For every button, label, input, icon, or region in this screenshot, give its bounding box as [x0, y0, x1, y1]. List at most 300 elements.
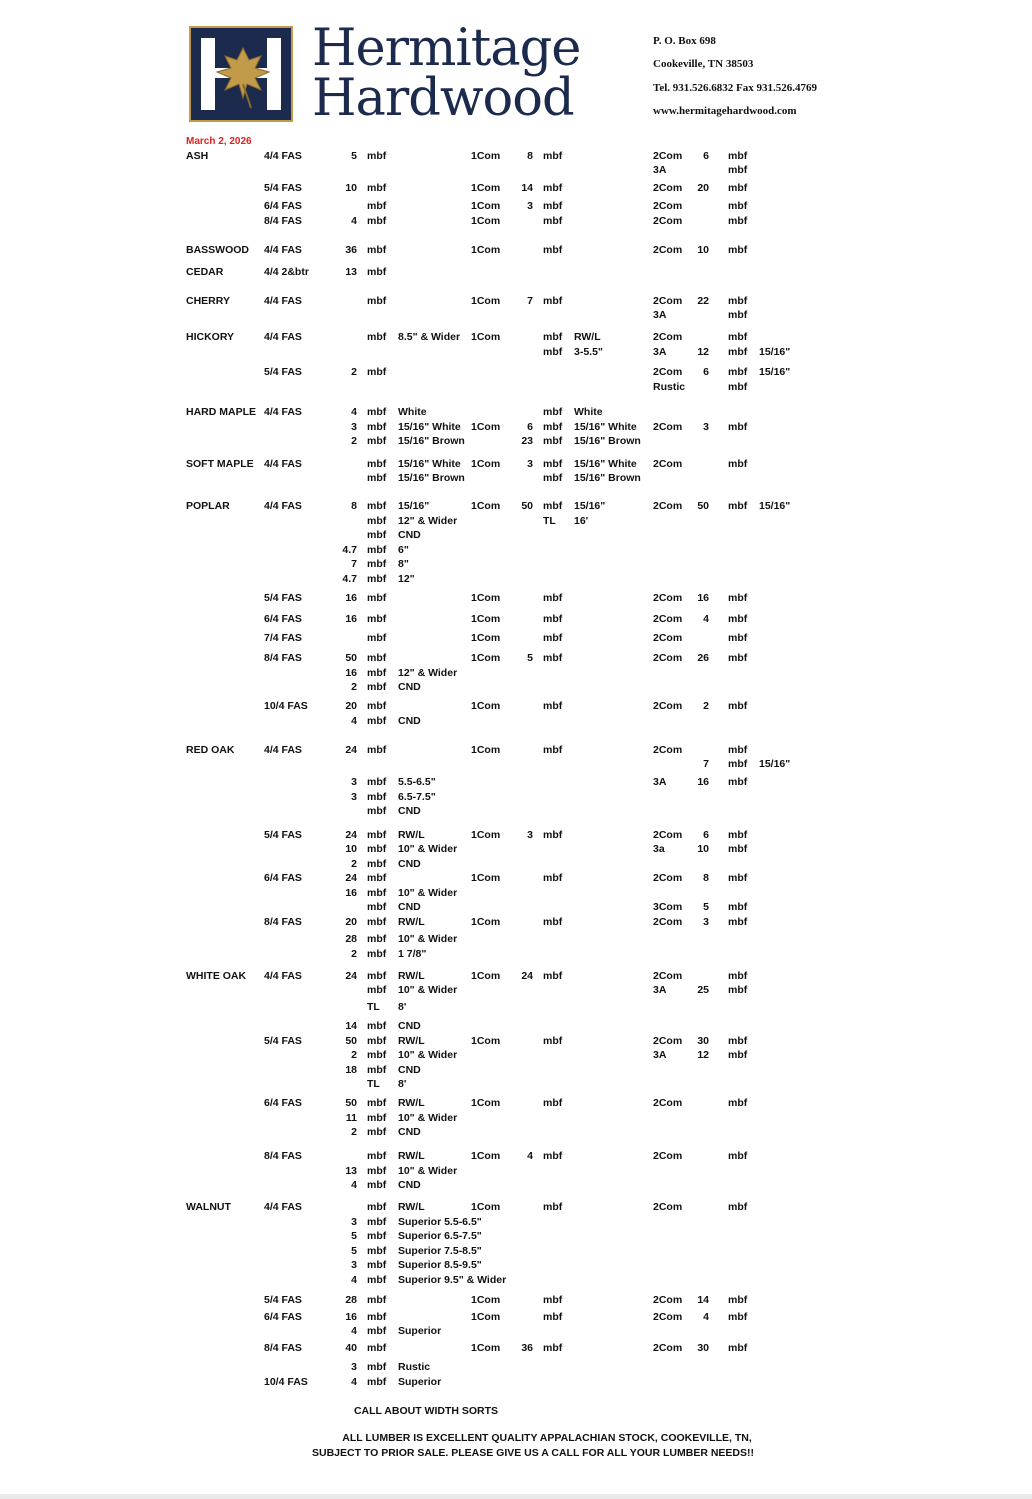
- fas-note: RW/L: [398, 1097, 425, 1109]
- grade-2com: 2Com: [653, 829, 683, 841]
- grade-1com: 1Com: [471, 1150, 501, 1162]
- fas-note: 15/16" White: [398, 421, 461, 433]
- grade-1com: 1Com: [471, 215, 501, 227]
- grade-2com: 2Com: [653, 500, 683, 512]
- fas-unit: mbf: [367, 215, 387, 227]
- grade-1com: 1Com: [471, 421, 501, 433]
- fas-unit: mbf: [367, 829, 387, 841]
- fas-quantity: 4: [351, 406, 357, 418]
- thickness-grade: 4/4 FAS: [264, 150, 302, 162]
- fas-note: Superior 5.5-6.5": [398, 1216, 482, 1228]
- fas-unit: mbf: [367, 1294, 387, 1306]
- fas-note: CND: [398, 715, 421, 727]
- fas-unit: mbf: [367, 1064, 387, 1076]
- 1com-unit: mbf: [543, 406, 563, 418]
- thickness-grade: 7/4 FAS: [264, 632, 302, 644]
- fas-note: 10" & Wider: [398, 843, 458, 855]
- fas-unit: mbf: [367, 435, 387, 447]
- thickness-grade: 8/4 FAS: [264, 1150, 302, 1162]
- 1com-unit: mbf: [543, 613, 563, 625]
- grade-2com: 2Com: [653, 1294, 683, 1306]
- fas-quantity: 2: [351, 1126, 357, 1138]
- thickness-grade: 6/4 FAS: [264, 200, 302, 212]
- fas-note: 6.5-7.5": [398, 791, 436, 803]
- grade-1com: 1Com: [471, 1342, 501, 1354]
- grade-2com: 2Com: [653, 1311, 683, 1323]
- thickness-grade: 6/4 FAS: [264, 1097, 302, 1109]
- fas-unit: mbf: [367, 933, 387, 945]
- fas-unit: mbf: [367, 1020, 387, 1032]
- thickness-grade: 6/4 FAS: [264, 613, 302, 625]
- fas-quantity: 3: [351, 776, 357, 788]
- fas-unit: mbf: [367, 1035, 387, 1047]
- grade-2com: 2Com: [653, 632, 683, 644]
- fas-unit: mbf: [367, 632, 387, 644]
- 1com-unit: mbf: [543, 872, 563, 884]
- 1com-unit: mbf: [543, 1035, 563, 1047]
- fas-unit: mbf: [367, 544, 387, 556]
- 2com-quantity: 25: [697, 984, 709, 996]
- fas-quantity: 4.7: [342, 544, 357, 556]
- 2com-unit: mbf: [728, 500, 748, 512]
- 1com-quantity: 8: [527, 150, 533, 162]
- species-name: WHITE OAK: [186, 970, 247, 982]
- fas-unit: mbf: [367, 776, 387, 788]
- thickness-grade: 5/4 FAS: [264, 366, 302, 378]
- 2com-quantity: 10: [697, 244, 709, 256]
- fas-note: CND: [398, 858, 421, 870]
- fas-unit: mbf: [367, 458, 387, 470]
- fas-unit: mbf: [367, 515, 387, 527]
- fas-quantity: 24: [345, 829, 357, 841]
- fas-note: 10" & Wider: [398, 984, 458, 996]
- fas-quantity: 3: [351, 1361, 357, 1373]
- 2com-unit: mbf: [728, 1311, 748, 1323]
- fas-quantity: 2: [351, 858, 357, 870]
- fas-quantity: 3: [351, 421, 357, 433]
- 1com-unit: mbf: [543, 700, 563, 712]
- fas-note: Superior 8.5-9.5": [398, 1259, 482, 1271]
- thickness-grade: 5/4 FAS: [264, 592, 302, 604]
- fas-unit: mbf: [367, 1361, 387, 1373]
- fas-unit: mbf: [367, 667, 387, 679]
- 2com-unit: mbf: [728, 872, 748, 884]
- grade-2com: 2Com: [653, 150, 683, 162]
- 1com-quantity: 23: [521, 435, 533, 447]
- thickness-grade: 10/4 FAS: [264, 700, 308, 712]
- fas-note: White: [398, 406, 427, 418]
- address-line-phone: Tel. 931.526.6832 Fax 931.526.4769: [653, 82, 817, 94]
- species-name: ASH: [186, 150, 209, 162]
- grade-1com: 1Com: [471, 458, 501, 470]
- fas-note: CND: [398, 1126, 421, 1138]
- thickness-grade: 4/4 FAS: [264, 331, 302, 343]
- 1com-unit: mbf: [543, 331, 563, 343]
- 1com-unit: mbf: [543, 472, 563, 484]
- fas-quantity: 11: [345, 1112, 357, 1124]
- 1com-note: 15/16" Brown: [574, 435, 641, 447]
- 2com-quantity: 4: [703, 613, 709, 625]
- fas-unit: mbf: [367, 592, 387, 604]
- thickness-grade: 5/4 FAS: [264, 1294, 302, 1306]
- 2com-quantity: 50: [697, 500, 709, 512]
- grade-1com: 1Com: [471, 744, 501, 756]
- thickness-grade: 8/4 FAS: [264, 652, 302, 664]
- fas-quantity: 16: [345, 592, 357, 604]
- fas-quantity: 14: [345, 1020, 357, 1032]
- grade-2com: 2Com: [653, 1342, 683, 1354]
- fas-unit: mbf: [367, 331, 387, 343]
- 2com-unit: mbf: [728, 295, 748, 307]
- fas-quantity: 2: [351, 681, 357, 693]
- 1com-note: 3-5.5": [574, 346, 603, 358]
- fas-unit: mbf: [367, 1259, 387, 1271]
- 2com-unit: mbf: [728, 613, 748, 625]
- 2com-unit: mbf: [728, 700, 748, 712]
- 1com-unit: mbf: [543, 632, 563, 644]
- 2com-note: 15/16": [759, 346, 791, 358]
- grade-1com: 1Com: [471, 244, 501, 256]
- fas-unit: mbf: [367, 1325, 387, 1337]
- grade-1com: 1Com: [471, 1311, 501, 1323]
- 1com-note: White: [574, 406, 603, 418]
- 2com-unit: mbf: [728, 381, 748, 393]
- fas-unit: mbf: [367, 200, 387, 212]
- 1com-note: 15/16" White: [574, 421, 637, 433]
- fas-unit: mbf: [367, 1097, 387, 1109]
- fas-unit: mbf: [367, 182, 387, 194]
- fas-note: 10" & Wider: [398, 1165, 458, 1177]
- 1com-unit: mbf: [543, 182, 563, 194]
- fas-quantity: 28: [345, 1294, 357, 1306]
- fas-note: CND: [398, 1179, 421, 1191]
- 2com-unit: mbf: [728, 744, 748, 756]
- fas-unit: mbf: [367, 948, 387, 960]
- fas-quantity: 4: [351, 1376, 357, 1388]
- grade-2com: 2Com: [653, 200, 683, 212]
- 1com-quantity: 5: [527, 652, 533, 664]
- fas-unit: mbf: [367, 1342, 387, 1354]
- fas-note: CND: [398, 1020, 421, 1032]
- 1com-unit: mbf: [543, 1150, 563, 1162]
- fas-unit: mbf: [367, 1179, 387, 1191]
- fas-unit: mbf: [367, 366, 387, 378]
- fas-quantity: 36: [345, 244, 357, 256]
- fas-unit: mbf: [367, 1165, 387, 1177]
- address-line-web: www.hermitagehardwood.com: [653, 105, 797, 117]
- fas-quantity: 4: [351, 1325, 357, 1337]
- fas-note: 8": [398, 558, 409, 570]
- fas-note: 10" & Wider: [398, 887, 458, 899]
- fas-note: 10" & Wider: [398, 1112, 458, 1124]
- thickness-grade: 4/4 FAS: [264, 970, 302, 982]
- fas-quantity: 13: [345, 266, 357, 278]
- thickness-grade: 6/4 FAS: [264, 872, 302, 884]
- grade-2com: 2Com: [653, 916, 683, 928]
- fas-note: 15/16" Brown: [398, 472, 465, 484]
- fas-quantity: 50: [345, 652, 357, 664]
- grade-2com: 2Com: [653, 613, 683, 625]
- grade-2com: 2Com: [653, 970, 683, 982]
- 1com-quantity: 3: [527, 829, 533, 841]
- fas-note: Superior 9.5" & Wider: [398, 1274, 507, 1286]
- 2com-unit: mbf: [728, 829, 748, 841]
- 2com-unit: mbf: [728, 632, 748, 644]
- grade-1com: 1Com: [471, 632, 501, 644]
- 2com-note: 15/16": [759, 758, 791, 770]
- 2com-quantity: 30: [697, 1342, 709, 1354]
- 2com-unit: mbf: [728, 309, 748, 321]
- 2com-unit: mbf: [728, 1150, 748, 1162]
- 2com-quantity: 16: [697, 592, 709, 604]
- grade-1com: 1Com: [471, 970, 501, 982]
- thickness-grade: 4/4 FAS: [264, 406, 302, 418]
- fas-quantity: 5: [351, 1245, 357, 1257]
- grade-1com: 1Com: [471, 700, 501, 712]
- fas-unit: mbf: [367, 843, 387, 855]
- 2com-unit: mbf: [728, 458, 748, 470]
- fas-quantity: 2: [351, 1049, 357, 1061]
- grade-1com: 1Com: [471, 1035, 501, 1047]
- fas-unit: mbf: [367, 1245, 387, 1257]
- fas-quantity: 2: [351, 435, 357, 447]
- thickness-grade: 4/4 2&btr: [264, 266, 309, 278]
- fas-note: 12" & Wider: [398, 515, 458, 527]
- footer-line-1: ALL LUMBER IS EXCELLENT QUALITY APPALACHIAN STOCK, COOKEVILLE, TN,: [342, 1432, 752, 1444]
- fas-unit: mbf: [367, 1216, 387, 1228]
- fas-unit: mbf: [367, 1112, 387, 1124]
- thickness-grade: 8/4 FAS: [264, 916, 302, 928]
- fas-quantity: 4.7: [342, 573, 357, 585]
- fas-note: 12" & Wider: [398, 667, 458, 679]
- 1com-unit: mbf: [543, 1294, 563, 1306]
- grade-2com: 2Com: [653, 1035, 683, 1047]
- 2com-unit: mbf: [728, 1201, 748, 1213]
- fas-note: RW/L: [398, 1150, 425, 1162]
- 2com-unit: mbf: [728, 592, 748, 604]
- grade-2com: 2Com: [653, 1097, 683, 1109]
- 2com-quantity: 8: [703, 872, 709, 884]
- species-name: RED OAK: [186, 744, 235, 756]
- grade-2com: 2Com: [653, 182, 683, 194]
- grade-2com: 3A: [653, 1049, 667, 1061]
- fas-quantity: 16: [345, 1311, 357, 1323]
- 1com-note: 15/16" Brown: [574, 472, 641, 484]
- fas-unit: mbf: [367, 652, 387, 664]
- 1com-quantity: 4: [527, 1150, 533, 1162]
- 1com-note: 15/16" White: [574, 458, 637, 470]
- thickness-grade: 5/4 FAS: [264, 182, 302, 194]
- fas-note: 1 7/8": [398, 948, 427, 960]
- fas-note: 15/16" White: [398, 458, 461, 470]
- fas-quantity: 5: [351, 1230, 357, 1242]
- 1com-unit: mbf: [543, 829, 563, 841]
- fas-unit: mbf: [367, 1311, 387, 1323]
- fas-unit: mbf: [367, 1126, 387, 1138]
- 1com-unit: mbf: [543, 652, 563, 664]
- 2com-quantity: 16: [697, 776, 709, 788]
- grade-2com: 2Com: [653, 872, 683, 884]
- fas-unit: mbf: [367, 421, 387, 433]
- fas-note: Superior 7.5-8.5": [398, 1245, 482, 1257]
- 2com-unit: mbf: [728, 215, 748, 227]
- fas-unit: mbf: [367, 472, 387, 484]
- species-name: CEDAR: [186, 266, 224, 278]
- grade-1com: 1Com: [471, 1097, 501, 1109]
- fas-note: 10" & Wider: [398, 933, 458, 945]
- 1com-quantity: 50: [521, 500, 533, 512]
- fas-unit: mbf: [367, 244, 387, 256]
- 1com-unit: mbf: [543, 244, 563, 256]
- grade-1com: 1Com: [471, 200, 501, 212]
- 2com-unit: mbf: [728, 1049, 748, 1061]
- fas-note: 15/16": [398, 500, 430, 512]
- fas-quantity: 24: [345, 970, 357, 982]
- 1com-unit: mbf: [543, 916, 563, 928]
- fas-note: 12": [398, 573, 415, 585]
- fas-unit: mbf: [367, 872, 387, 884]
- 2com-unit: mbf: [728, 843, 748, 855]
- fas-note: 8': [398, 1078, 407, 1090]
- fas-unit: mbf: [367, 984, 387, 996]
- fas-unit: mbf: [367, 1049, 387, 1061]
- fas-unit: mbf: [367, 500, 387, 512]
- 1com-note: RW/L: [574, 331, 601, 343]
- fas-unit: mbf: [367, 970, 387, 982]
- 1com-unit: mbf: [543, 215, 563, 227]
- 1com-unit: mbf: [543, 1342, 563, 1354]
- fas-quantity: 24: [345, 872, 357, 884]
- grade-1com: 1Com: [471, 1201, 501, 1213]
- 2com-quantity: 26: [697, 652, 709, 664]
- 1com-unit: mbf: [543, 970, 563, 982]
- 2com-quantity: 10: [697, 843, 709, 855]
- grade-1com: 1Com: [471, 916, 501, 928]
- fas-note: CND: [398, 529, 421, 541]
- fas-unit: mbf: [367, 805, 387, 817]
- fas-note: CND: [398, 901, 421, 913]
- fas-note: 10" & Wider: [398, 1049, 458, 1061]
- fas-unit: mbf: [367, 529, 387, 541]
- grade-2com: 2Com: [653, 1150, 683, 1162]
- species-name: POPLAR: [186, 500, 230, 512]
- 1com-quantity: 24: [521, 970, 533, 982]
- grade-1com: 1Com: [471, 331, 501, 343]
- fas-note: 5.5-6.5": [398, 776, 436, 788]
- fas-unit: mbf: [367, 150, 387, 162]
- 2com-unit: mbf: [728, 984, 748, 996]
- fas-quantity: 16: [345, 613, 357, 625]
- fas-quantity: 4: [351, 715, 357, 727]
- thickness-grade: 5/4 FAS: [264, 829, 302, 841]
- 2com-note: 15/16": [759, 500, 791, 512]
- 1com-unit: mbf: [543, 1201, 563, 1213]
- fas-unit: mbf: [367, 681, 387, 693]
- 2com-quantity: 3: [703, 421, 709, 433]
- 1com-unit: mbf: [543, 150, 563, 162]
- fas-quantity: 10: [345, 843, 357, 855]
- grade-2com: 2Com: [653, 244, 683, 256]
- fas-note: RW/L: [398, 1201, 425, 1213]
- fas-unit: mbf: [367, 1274, 387, 1286]
- fas-quantity: 18: [345, 1064, 357, 1076]
- fas-unit: mbf: [367, 1201, 387, 1213]
- fas-quantity: 20: [345, 700, 357, 712]
- 1com-quantity: 6: [527, 421, 533, 433]
- fas-note: CND: [398, 805, 421, 817]
- 1com-unit: mbf: [543, 592, 563, 604]
- fas-note: 8': [398, 1001, 407, 1013]
- sheet-date: March 2, 2026: [186, 136, 252, 147]
- address-line-po: P. O. Box 698: [653, 35, 716, 47]
- grade-1com: 1Com: [471, 829, 501, 841]
- 2com-quantity: 6: [703, 366, 709, 378]
- 2com-quantity: 14: [697, 1294, 709, 1306]
- 2com-quantity: 7: [703, 758, 709, 770]
- fas-quantity: 50: [345, 1097, 357, 1109]
- 1com-unit: mbf: [543, 346, 563, 358]
- 2com-quantity: 12: [697, 1049, 709, 1061]
- grade-1com: 1Com: [471, 872, 501, 884]
- 2com-unit: mbf: [728, 346, 748, 358]
- thickness-grade: 6/4 FAS: [264, 1311, 302, 1323]
- fas-unit: mbf: [367, 573, 387, 585]
- 1com-unit: mbf: [543, 458, 563, 470]
- 2com-unit: mbf: [728, 331, 748, 343]
- thickness-grade: 10/4 FAS: [264, 1376, 308, 1388]
- fas-unit: mbf: [367, 700, 387, 712]
- grade-2com: 3A: [653, 309, 667, 321]
- 2com-quantity: 6: [703, 150, 709, 162]
- 2com-quantity: 30: [697, 1035, 709, 1047]
- 2com-quantity: 3: [703, 916, 709, 928]
- h-leaf-icon: [191, 28, 291, 120]
- grade-2com: 2Com: [653, 215, 683, 227]
- grade-1com: 1Com: [471, 1294, 501, 1306]
- 1com-unit: mbf: [543, 1097, 563, 1109]
- thickness-grade: 4/4 FAS: [264, 295, 302, 307]
- 1com-unit: mbf: [543, 1311, 563, 1323]
- fas-quantity: 3: [351, 1259, 357, 1271]
- 1com-unit: TL: [543, 515, 556, 527]
- fas-note: RW/L: [398, 829, 425, 841]
- species-name: BASSWOOD: [186, 244, 249, 256]
- 2com-unit: mbf: [728, 1035, 748, 1047]
- grade-2com: 3A: [653, 984, 667, 996]
- grade-2com: 2Com: [653, 295, 683, 307]
- fas-quantity: 50: [345, 1035, 357, 1047]
- 1com-note: 16': [574, 515, 589, 527]
- grade-2com: 3Com: [653, 901, 683, 913]
- fas-quantity: 2: [351, 948, 357, 960]
- brand-word-1: Hermitage: [312, 19, 581, 78]
- fas-note: Rustic: [398, 1361, 431, 1373]
- species-name: HICKORY: [186, 331, 235, 343]
- fas-unit: mbf: [367, 266, 387, 278]
- grade-2com: 2Com: [653, 652, 683, 664]
- grade-1com: 1Com: [471, 295, 501, 307]
- fas-quantity: 5: [351, 150, 357, 162]
- 2com-quantity: 12: [697, 346, 709, 358]
- grade-2com: Rustic: [653, 381, 686, 393]
- fas-quantity: 24: [345, 744, 357, 756]
- fas-unit: mbf: [367, 744, 387, 756]
- grade-1com: 1Com: [471, 150, 501, 162]
- fas-quantity: 16: [345, 667, 357, 679]
- 1com-unit: mbf: [543, 435, 563, 447]
- fas-note: Superior: [398, 1325, 442, 1337]
- grade-1com: 1Com: [471, 182, 501, 194]
